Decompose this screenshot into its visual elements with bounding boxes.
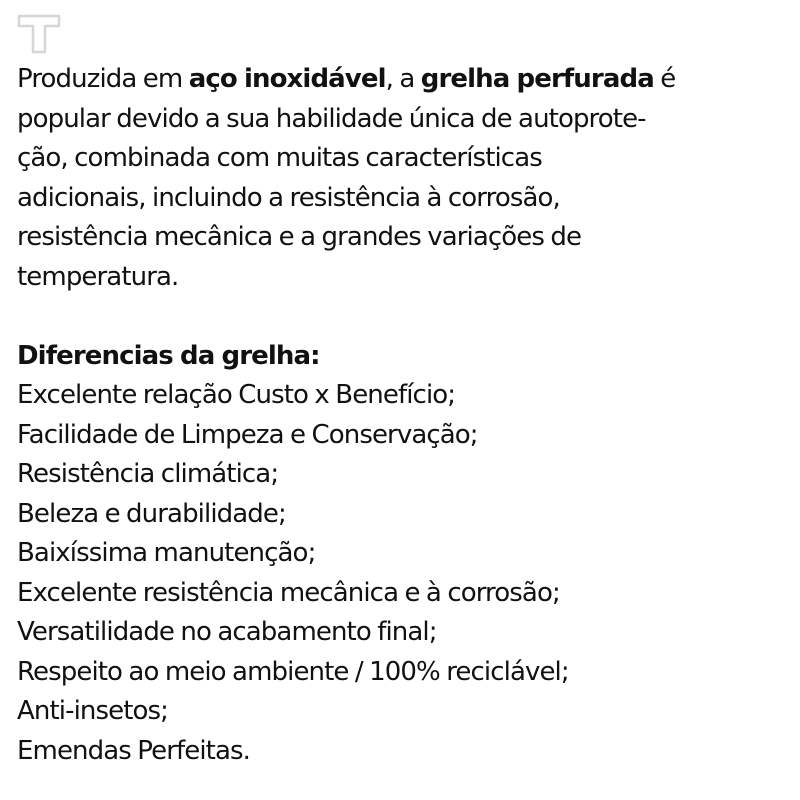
emphasis-text: aço inoxidável: [188, 64, 386, 94]
differential-item: Respeito ao meio ambiente / 100% reciclável;: [17, 656, 569, 687]
intro-line: [17, 258, 787, 298]
emphasis-text: grelha perfurada: [420, 64, 654, 94]
product-description: [17, 60, 787, 771]
differential-item: Baixíssima manutenção;: [17, 538, 316, 568]
intro-paragraph: [17, 60, 787, 297]
intro-line: [17, 179, 787, 219]
body-text: ção, combinada com muitas características: [17, 143, 542, 173]
body-text: adicionais, incluindo a resistência à corrosão,: [17, 182, 560, 213]
differential-item: Excelente relação Custo x Benefício;: [17, 380, 456, 410]
differential-item: Versatilidade no acabamento final;: [17, 617, 437, 647]
intro-line: [17, 100, 787, 140]
differentials-list: [17, 376, 787, 771]
differential-item: Excelente resistência mecânica e à corrosão;: [17, 577, 560, 608]
differential-item: Resistência climática;: [17, 459, 279, 489]
body-text: popular devido a sua habilidade única de autoprote-: [17, 103, 646, 134]
differential-item: Beleza e durabilidade;: [17, 498, 286, 529]
differentials-heading: Diferencias da grelha:: [17, 340, 320, 371]
body-text: Produzida em: [17, 64, 189, 94]
intro-line: [17, 139, 787, 179]
differential-item: Anti-insetos;: [17, 696, 169, 726]
body-text: temperatura.: [17, 261, 179, 292]
differential-item: Emendas Perfeitas.: [17, 735, 251, 766]
t-watermark-icon: [17, 14, 61, 54]
paragraph-spacer: [17, 297, 787, 337]
differential-item: Facilidade de Limpeza e Conservação;: [17, 419, 478, 450]
intro-line: [17, 60, 787, 100]
body-text: , a: [385, 64, 421, 94]
body-text: é: [653, 64, 676, 94]
body-text: resistência mecânica e a grandes variações de: [17, 222, 582, 252]
intro-line: [17, 218, 787, 258]
